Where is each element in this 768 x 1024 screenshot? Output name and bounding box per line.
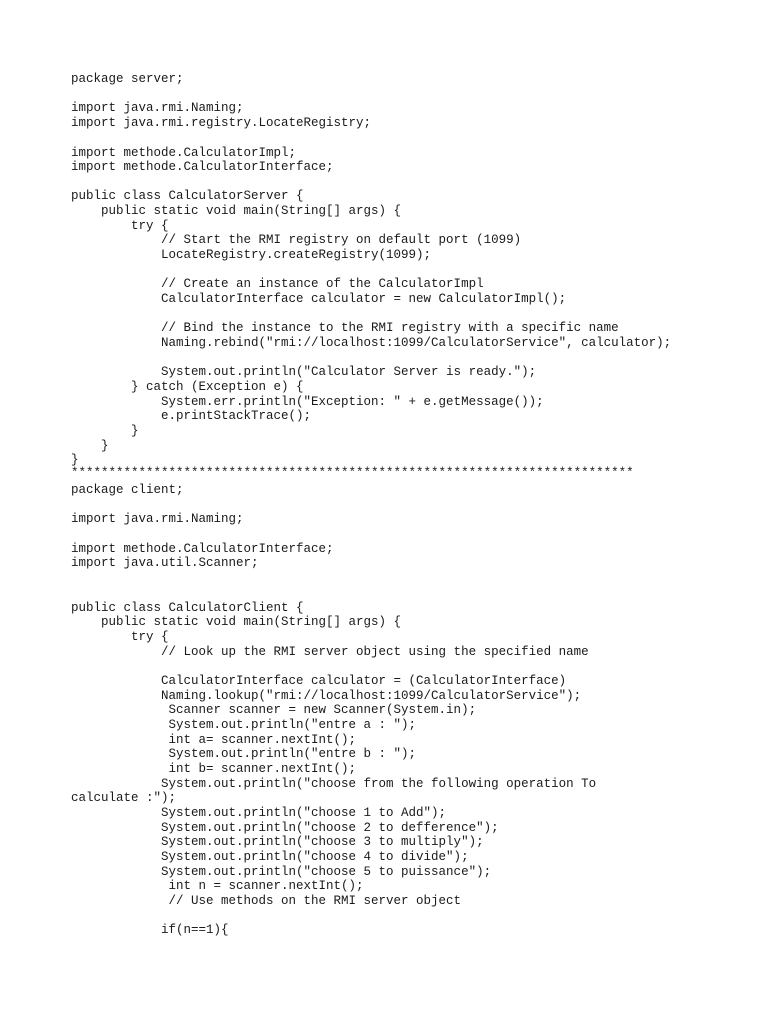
code-line: import methode.CalculatorInterface; bbox=[71, 542, 334, 556]
code-line: System.out.println("choose 1 to Add"); bbox=[71, 806, 447, 820]
code-line: System.out.println("choose 4 to divide"); bbox=[71, 850, 469, 864]
code-line: System.err.println("Exception: " + e.getMessage()); bbox=[71, 395, 544, 409]
code-line: try { bbox=[71, 219, 169, 233]
code-line: public class CalculatorClient { bbox=[71, 601, 304, 615]
code-line: Naming.rebind("rmi://localhost:1099/CalculatorService", calculator); bbox=[71, 336, 672, 350]
code-line: public class CalculatorServer { bbox=[71, 189, 304, 203]
code-line: import methode.CalculatorImpl; bbox=[71, 146, 297, 160]
code-line: public static void main(String[] args) { bbox=[71, 615, 402, 629]
code-line: } bbox=[71, 439, 109, 453]
code-line: System.out.println("choose 2 to defference"); bbox=[71, 821, 499, 835]
code-line: import methode.CalculatorInterface; bbox=[71, 160, 334, 174]
code-line: import java.rmi.registry.LocateRegistry; bbox=[71, 116, 372, 130]
code-line: Naming.lookup("rmi://localhost:1099/CalculatorService"); bbox=[71, 689, 582, 703]
code-line: try { bbox=[71, 630, 169, 644]
code-line: calculate :"); bbox=[71, 791, 177, 805]
code-line: // Look up the RMI server object using the specified name bbox=[71, 645, 589, 659]
code-line: int a= scanner.nextInt(); bbox=[71, 733, 357, 747]
code-line: // Create an instance of the CalculatorImpl bbox=[71, 277, 484, 291]
code-line: if(n==1){ bbox=[71, 923, 229, 937]
code-line: // Use methods on the RMI server object bbox=[71, 894, 462, 908]
code-line: System.out.println("entre a : "); bbox=[71, 718, 417, 732]
code-line: } bbox=[71, 424, 139, 438]
code-line: import java.rmi.Naming; bbox=[71, 512, 244, 526]
code-line: int n = scanner.nextInt(); bbox=[71, 879, 364, 893]
code-line: // Bind the instance to the RMI registry with a specific name bbox=[71, 321, 619, 335]
code-line: e.printStackTrace(); bbox=[71, 409, 312, 423]
code-line: } catch (Exception e) { bbox=[71, 380, 304, 394]
code-line: System.out.println("entre b : "); bbox=[71, 747, 417, 761]
code-line: package server; bbox=[71, 72, 184, 86]
code-line: // Start the RMI registry on default port (1099) bbox=[71, 233, 522, 247]
code-line: import java.rmi.Naming; bbox=[71, 101, 244, 115]
code-line: public static void main(String[] args) { bbox=[71, 204, 402, 218]
code-line: int b= scanner.nextInt(); bbox=[71, 762, 357, 776]
code-line: System.out.println("choose 3 to multiply"); bbox=[71, 835, 484, 849]
code-line: LocateRegistry.createRegistry(1099); bbox=[71, 248, 432, 262]
code-line: System.out.println("choose from the following operation To bbox=[71, 777, 597, 791]
code-line: import java.util.Scanner; bbox=[71, 556, 259, 570]
code-line: System.out.println("Calculator Server is ready."); bbox=[71, 365, 537, 379]
code-line: } bbox=[71, 453, 79, 467]
code-line: System.out.println("choose 5 to puissance"); bbox=[71, 865, 492, 879]
separator-line: *************************************************************************** bbox=[71, 466, 634, 480]
code-line: CalculatorInterface calculator = (CalculatorInterface) bbox=[71, 674, 567, 688]
code-line: package client; bbox=[71, 483, 184, 497]
code-line: CalculatorInterface calculator = new CalculatorImpl(); bbox=[71, 292, 567, 306]
code-line: Scanner scanner = new Scanner(System.in); bbox=[71, 703, 477, 717]
